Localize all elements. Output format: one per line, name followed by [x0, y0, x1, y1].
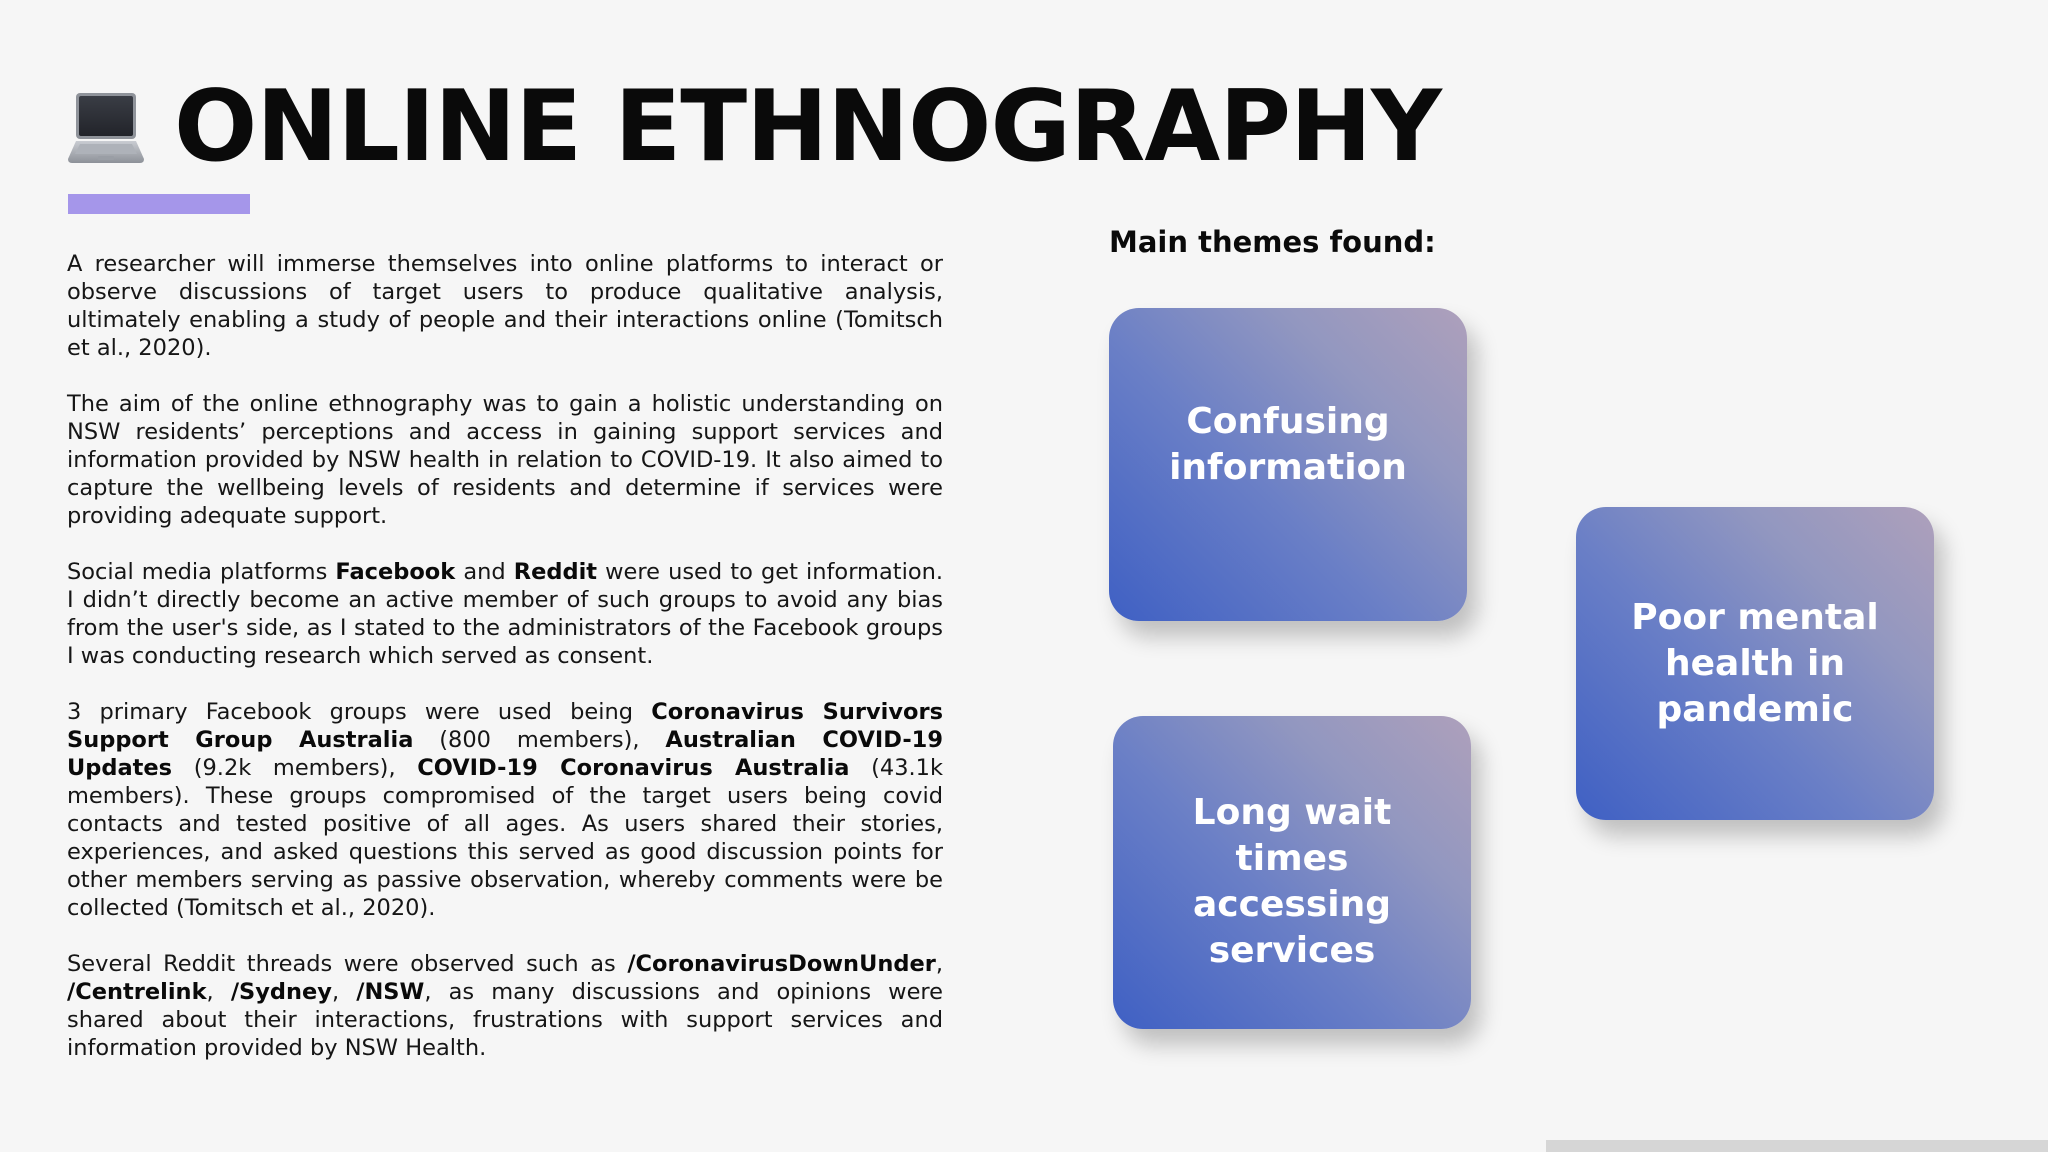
paragraph-reddit-threads — [67, 950, 943, 1062]
bold-thread-nsw: /NSW — [356, 979, 425, 1005]
bold-group-survivors: Coronavirus Survivors Support Group Australia — [67, 699, 943, 753]
text-run: (800 members), — [413, 727, 666, 753]
text-run: were used to get information. I didn’t directly become an active member of such groups to avoid any bias from the user's side, as I stated to the administrators of the Facebook groups I was conducting research which served as consent. — [67, 559, 943, 669]
paragraph-facebook-groups — [67, 698, 943, 922]
theme-card-label: Confusing information — [1169, 400, 1407, 488]
text-run: and — [455, 559, 514, 585]
bold-thread-centrelink: /Centrelink — [67, 979, 207, 1005]
paragraph-aim: The aim of the online ethnography was to gain a holistic understanding on NSW residents’ perceptions and access in gaining support services and information provided by NSW health in relation to COVID-19. It also aimed to capture the wellbeing levels of residents and determine if services were providing adequate support. — [67, 391, 943, 529]
text-run: , as many discussions and opinions were shared about their interactions, frustrations with support services and information provided by NSW Health. — [67, 979, 944, 1061]
title-accent-bar — [68, 194, 250, 214]
text-run: Social media platforms — [67, 559, 336, 585]
page-title: ONLINE ETHNOGRAPHY — [174, 70, 1442, 184]
text-run: 3 primary Facebook groups were used being — [67, 699, 652, 725]
theme-card-poor-mental-health — [1576, 507, 1934, 820]
bold-group-updates: Australian COVID-19 Updates — [67, 727, 943, 781]
title-row — [66, 72, 1441, 182]
text-run: , — [935, 951, 943, 977]
paragraph-platforms — [67, 558, 943, 670]
body-text — [67, 250, 943, 1090]
text-run: Several Reddit threads were observed such as — [67, 951, 628, 977]
theme-card-label: Poor mental health in pandemic — [1631, 596, 1879, 730]
bold-group-coronavirus-australia: COVID-19 Coronavirus Australia — [417, 755, 850, 781]
text-run: (43.1k members). These groups compromised of the target users being covid contacts and tested positive of all ages. As users shared their stories, experiences, and asked questions this served as good discussion points for other members serving as passive observation, whereby comments were be collected (Tomitsch et al., 2020). — [67, 755, 944, 921]
bold-facebook: Facebook — [335, 559, 456, 585]
text-run: , — [206, 979, 231, 1005]
bold-thread-sydney: /Sydney — [230, 979, 332, 1005]
theme-card-label: Long wait times accessing services — [1192, 791, 1392, 971]
theme-card-confusing-information — [1109, 308, 1467, 621]
paragraph-method: A researcher will immerse themselves into online platforms to interact or observe discussions of target users to produce qualitative analysis, ultimately enabling a study of people and their interactions online (Tomitsch et al., 2020). — [67, 251, 943, 361]
bold-reddit: Reddit — [513, 559, 598, 585]
bottom-edge-strip — [1546, 1140, 2048, 1152]
theme-card-long-wait-times — [1113, 716, 1471, 1029]
text-run: , — [331, 979, 357, 1005]
text-run: (9.2k members), — [172, 755, 418, 781]
themes-heading: Main themes found: — [1109, 225, 1436, 259]
laptop-icon — [66, 87, 146, 167]
bold-thread-coronavirusdownunder: /CoronavirusDownUnder — [627, 951, 936, 977]
